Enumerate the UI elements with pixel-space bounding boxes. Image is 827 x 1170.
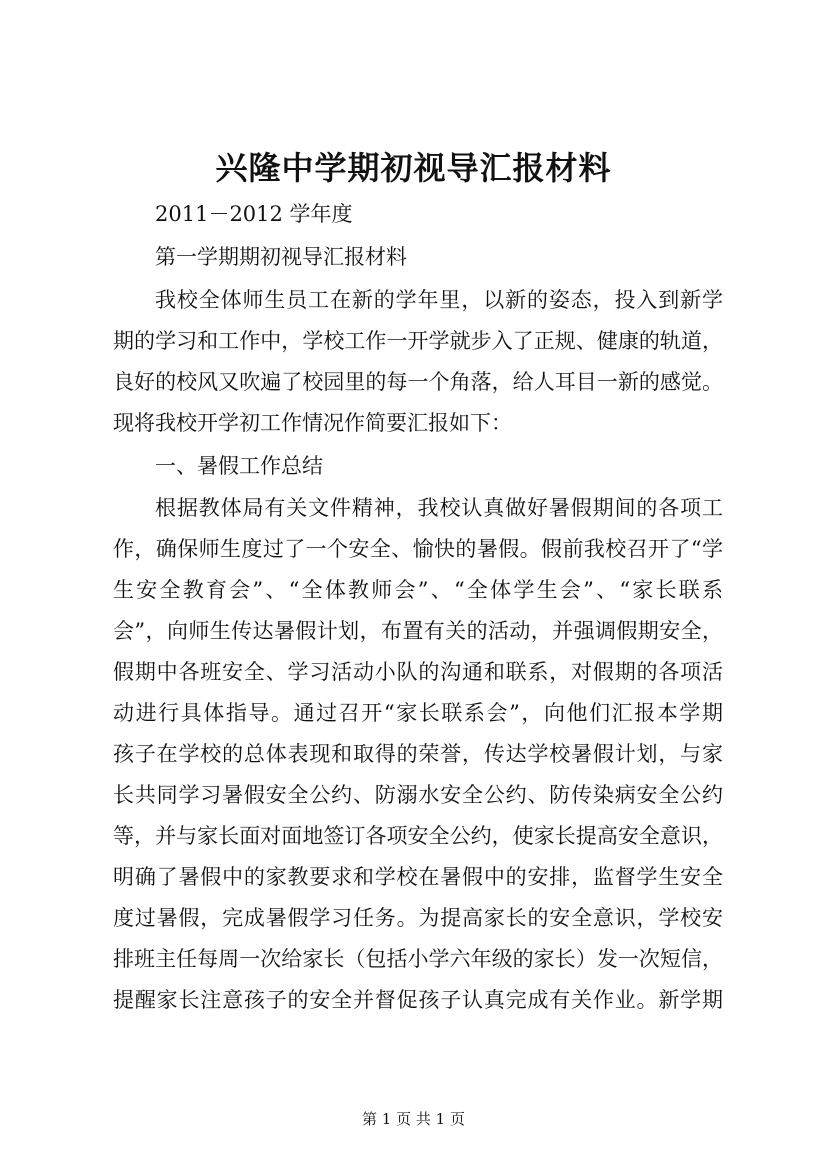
document-subtitle: 第一学期期初视导汇报材料 <box>155 245 407 269</box>
paragraph-line: 等，并与家长面对面地签订各项安全公约，使家长提高安全意识， <box>113 824 723 848</box>
school-year-line: 2011－2012 学年度 <box>155 202 353 226</box>
paragraph-line: 现将我校开学初工作情况作简要汇报如下： <box>113 411 512 435</box>
paragraph-line: 明确了暑假中的家教要求和学校在暑假中的安排，监督学生安全 <box>113 865 723 889</box>
paragraph-line: 假期中各班安全、学习活动小队的沟通和联系，对假期的各项活 <box>113 660 723 684</box>
paragraph-line: 生安全教育会”、“全体教师会”、“全体学生会”、“家长联系 <box>113 578 723 602</box>
paragraph-line: 我校全体师生员工在新的学年里，以新的姿态，投入到新学 <box>155 288 723 312</box>
paragraph-line: 提醒家长注意孩子的安全并督促孩子认真完成有关作业。新学期 <box>113 988 723 1012</box>
page-number-footer: 第 1 页 共 1 页 <box>362 1110 465 1128</box>
paragraph-line: 长共同学习暑假安全公约、防溺水安全公约、防传染病安全公约 <box>113 783 723 807</box>
paragraph-line: 度过暑假，完成暑假学习任务。为提高家长的安全意识，学校安 <box>113 906 723 930</box>
paragraph-line: 动进行具体指导。通过召开“家长联系会”，向他们汇报本学期 <box>113 701 723 725</box>
document-title: 兴隆中学期初视导汇报材料 <box>215 149 612 187</box>
paragraph-line: 良好的校风又吹遍了校园里的每一个角落，给人耳目一新的感觉。 <box>113 370 723 394</box>
paragraph-line: 根据教体局有关文件精神，我校认真做好暑假期间的各项工 <box>155 496 723 520</box>
paragraph-line: 期的学习和工作中，学校工作一开学就步入了正规、健康的轨道， <box>113 329 723 353</box>
paragraph-line: 会”，向师生传达暑假计划，布置有关的活动，并强调假期安全， <box>113 619 723 643</box>
paragraph-line: 排班主任每周一次给家长（包括小学六年级的家长）发一次短信， <box>113 947 723 971</box>
section-heading: 一、暑假工作总结 <box>155 454 323 478</box>
paragraph-line: 孩子在学校的总体表现和取得的荣誉，传达学校暑假计划，与家 <box>113 742 723 766</box>
paragraph-line: 作，确保师生度过了一个安全、愉快的暑假。假前我校召开了“学 <box>113 537 723 561</box>
